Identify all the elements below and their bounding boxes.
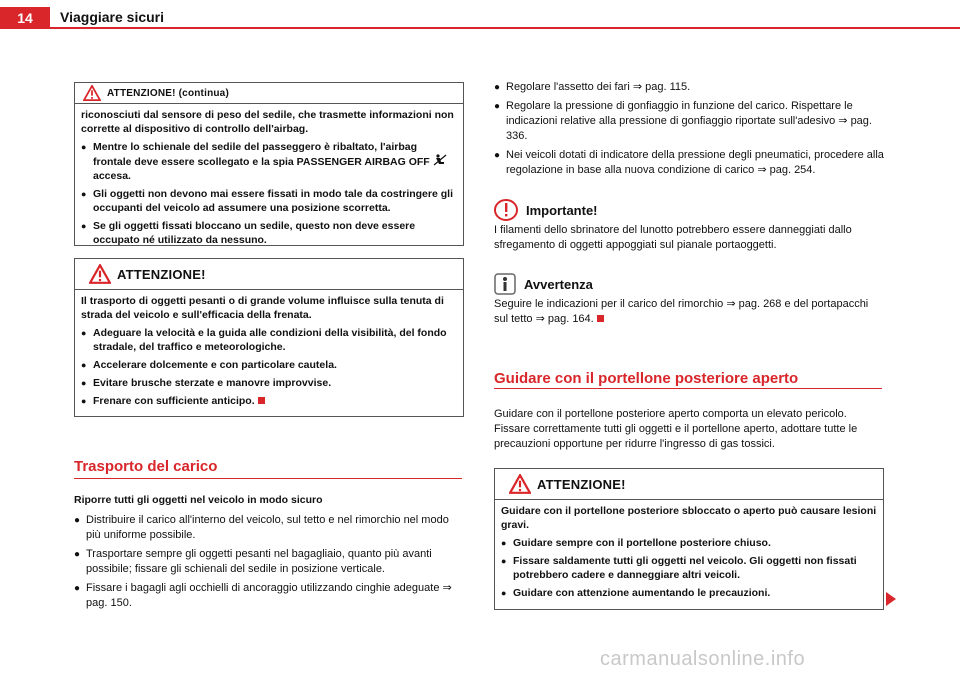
content-bullet: ● Nei veicoli dotati di indicatore della pressione degli pneumatici, procedere alla regolazione in base alla nuova condizione di carico ⇒ pag. 254.: [494, 148, 884, 178]
warning-intro: riconosciuti dal sensore di peso del sedile, che trasmette informazioni non corrette al dispositivo di controllo dell'airbag.: [81, 109, 454, 135]
warning-box-header: [495, 469, 883, 500]
warning-body: [495, 500, 883, 610]
content-bullet: ● Distribuire il carico all'interno del veicolo, sul tetto e nel rimorchio nel modo più uniforme possibile.: [74, 513, 462, 543]
passenger-airbag-off-icon: [433, 154, 447, 166]
content-bullet: ● Trasportare sempre gli oggetti pesanti nel bagagliaio, quanto più avanti possibile; fissare gli schienali del sedile in posizione verticale.: [74, 547, 462, 577]
warning-bullet: ● Gli oggetti non devono mai essere fissati in modo tale da costringere gli occupanti del veicolo ad assumere una posizione scorretta.: [81, 187, 457, 215]
warning-bullet: ● Mentre lo schienale del sedile del passeggero è ribaltato, l'airbag frontale deve essere scollegato e la spia PASSENGER AIRBAG OFF accesa.: [81, 140, 457, 183]
warning-box-header: [75, 83, 463, 104]
warning-intro: Il trasporto di oggetti pesanti o di grande volume influisce sulla tenuta di strada del veicolo e sull'efficacia della frenata.: [81, 295, 444, 321]
warning-bullet: ● Evitare brusche sterzate e manovre improvvise.: [81, 376, 457, 390]
section-text: Guidare con il portellone posteriore aperto comporta un elevato pericolo. Fissare correttamente tutti gli oggetti e il portellone aperto, adottare tutte le precauzioni opportune per ridurre l'ingresso di gas tossici.: [494, 408, 858, 450]
section-divider: [74, 478, 462, 479]
warning-intro: Guidare con il portellone posteriore sbloccato o aperto può causare lesioni gravi.: [501, 505, 877, 531]
warning-triangle-icon: [509, 474, 531, 494]
page-number: 14: [0, 7, 50, 29]
important-header: [494, 199, 598, 221]
end-of-section-mark: [258, 397, 265, 404]
page-header: [0, 0, 960, 30]
content-bullet: ● Fissare i bagagli agli occhielli di ancoraggio utilizzando cinghie adeguate ⇒ pag. 150.: [74, 581, 462, 611]
warning-title: ATTENZIONE! (continua): [107, 87, 229, 99]
end-of-section-mark: [597, 315, 604, 322]
watermark: carmanualsonline.info: [600, 648, 806, 670]
warning-bullet: ● Fissare saldamente tutti gli oggetti nel veicolo. Gli oggetti non fissati potrebbero cadere e danneggiare altri veicoli.: [501, 554, 877, 582]
section-title: Guidare con il portellone posteriore aperto: [494, 370, 799, 387]
warning-box-header: [75, 259, 463, 290]
section-divider: [494, 388, 882, 389]
content-bullet: ● Regolare l'assetto dei fari ⇒ pag. 115.: [494, 80, 884, 95]
warning-box-continued: [74, 82, 464, 246]
warning-bullet: ● Accelerare dolcemente e con particolare cautela.: [81, 358, 457, 372]
section-title: Trasporto del carico: [74, 458, 218, 475]
warning-title: ATTENZIONE!: [117, 266, 206, 282]
notice-title: Avvertenza: [524, 276, 593, 292]
notice-text: Seguire le indicazioni per il carico del rimorchio ⇒ pag. 268 e del portapacchi sul tetto ⇒ pag. 164.: [494, 298, 869, 325]
notice-header: [494, 273, 593, 295]
important-text: I filamenti dello sbrinatore del lunotto potrebbero essere danneggiati dallo sfregamento di oggetti appoggiati sul pianale portaoggetti.: [494, 224, 852, 251]
warning-body: [75, 104, 463, 257]
important-exclamation-icon: [494, 199, 518, 221]
info-notice-icon: [494, 273, 516, 295]
warning-bullet: ● Se gli oggetti fissati bloccano un sedile, questo non deve essere occupato né utilizzato da nessuno.: [81, 219, 457, 247]
next-page-arrow-icon: [886, 592, 896, 606]
section-subtitle: Riporre tutti gli oggetti nel veicolo in modo sicuro: [74, 494, 323, 506]
header-divider: [0, 27, 960, 29]
warning-bullet: ● Guidare con attenzione aumentando le precauzioni.: [501, 586, 877, 600]
section-content: [74, 493, 462, 615]
warning-title: ATTENZIONE!: [537, 476, 626, 492]
warning-bullet: ● Adeguare la velocità e la guida alle condizioni della visibilità, del fondo stradale, del traffico e meteorologiche.: [81, 326, 457, 354]
warning-box: [74, 258, 464, 417]
warning-triangle-icon: [83, 85, 101, 101]
content-bullet: ● Regolare la pressione di gonfiaggio in funzione del carico. Rispettare le indicazioni relative alla pressione di gonfiaggio riportate sull'adesivo ⇒ pag. 336.: [494, 99, 884, 144]
important-title: Importante!: [526, 202, 598, 218]
warning-triangle-icon: [89, 264, 111, 284]
warning-box: [494, 468, 884, 610]
right-bullets: [494, 80, 884, 182]
warning-bullet: ● Guidare sempre con il portellone posteriore chiuso.: [501, 536, 877, 550]
chapter-title: Viaggiare sicuri: [60, 9, 165, 25]
warning-body: [75, 290, 463, 418]
warning-bullet: ● Frenare con sufficiente anticipo.: [81, 394, 457, 408]
